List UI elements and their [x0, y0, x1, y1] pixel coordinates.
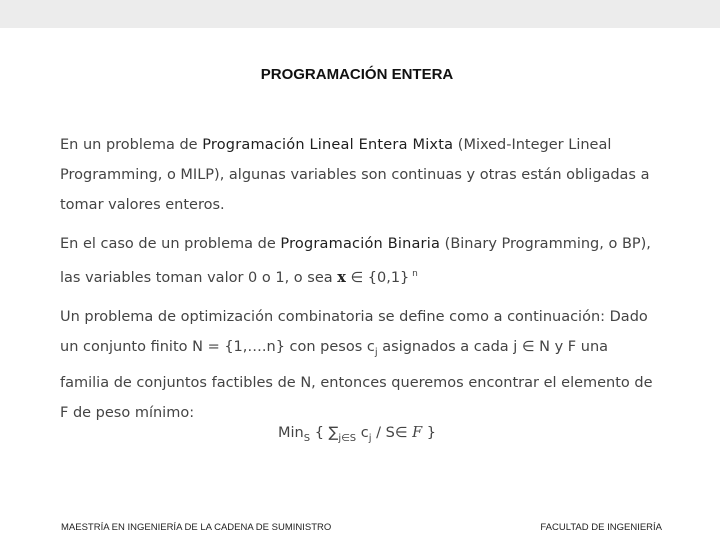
footer-program: MAESTRÍA EN INGENIERÍA DE LA CADENA DE SUMINISTRO [61, 522, 332, 533]
formula-min-sub: S [303, 432, 311, 444]
footer-faculty: FACULTAD DE INGENIERÍA [540, 522, 662, 533]
formula-min: Min [278, 425, 304, 441]
paragraph-binary [60, 229, 660, 293]
term-binary: Programación Binaria [280, 236, 441, 252]
formula-sum-sub: j∈S [338, 432, 357, 444]
formula-c-sub: j [368, 432, 372, 444]
slide-title: PROGRAMACIÓN ENTERA [260, 66, 454, 83]
formula-c: c [356, 425, 369, 441]
paragraph-combinatorial [60, 302, 660, 428]
p2-exponent: n [409, 269, 418, 279]
formula-family-f: F [412, 425, 423, 441]
term-milp: Programación Lineal Entera Mixta [202, 137, 454, 153]
formula-rest: / S∈ [371, 425, 413, 441]
paragraph-milp [60, 130, 660, 220]
math-variable-x: x [337, 268, 346, 286]
p1-pre: En un problema de [60, 137, 203, 153]
p2-set: ∈ {0,1} [345, 269, 410, 286]
objective-formula [0, 425, 714, 444]
p2-pre: En el caso de un problema de [60, 236, 281, 252]
top-band [0, 0, 720, 28]
formula-open: { ∑ [310, 425, 339, 441]
p3-sub-j: j [374, 346, 378, 358]
slide-body [60, 130, 660, 437]
p3-t2: asignados a cada j ∈ N y F una familia de conjuntos factibles de N, entonces queremos encontrar el elemento de F de peso mínimo: [60, 338, 653, 421]
p2-post: (Binary Programming, o BP), las variables toman valor 0 o 1, o sea [60, 236, 651, 286]
p1-post: (Mixed-Integer Lineal Programming, o MILP), algunas variables son continuas y otras están obligadas a tomar valores enteros. [60, 137, 650, 213]
p3-t1: Un problema de optimización combinatoria se define como a continuación: Dado un conjunto finito N = {1,….n} con pesos c [60, 308, 648, 355]
formula-close: } [422, 425, 436, 441]
